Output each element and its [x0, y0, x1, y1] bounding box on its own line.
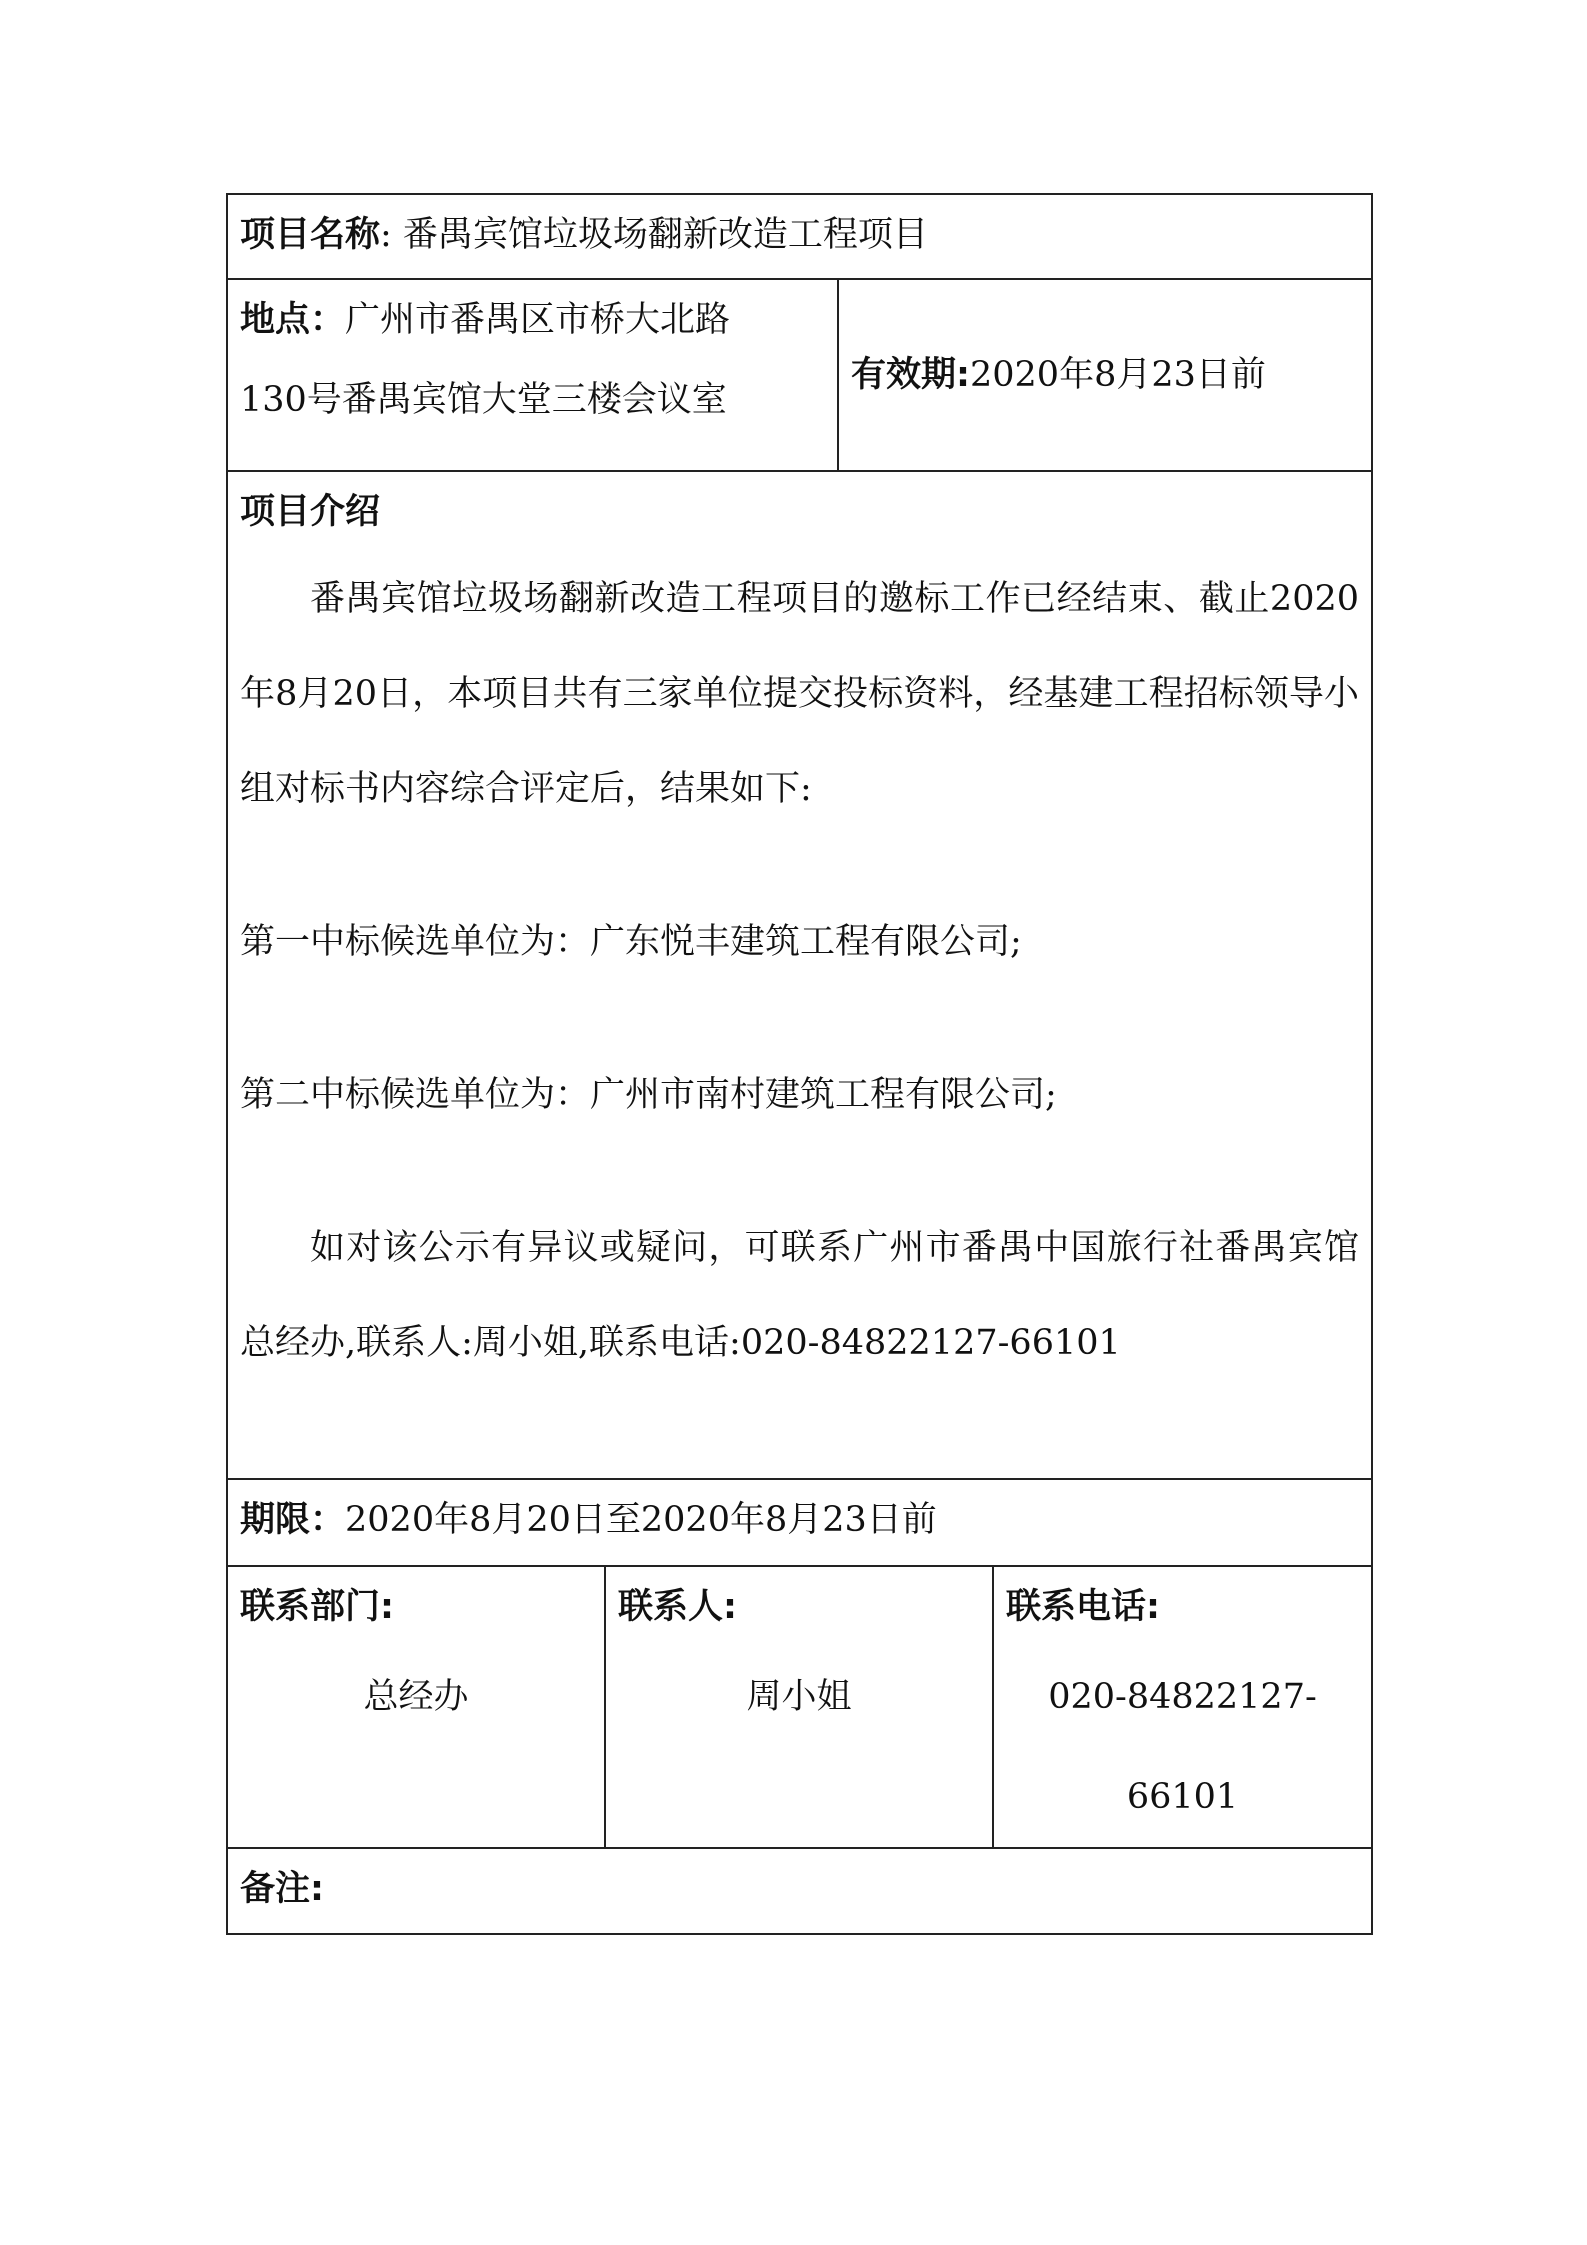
- person-label: 联系人:: [618, 1587, 737, 1627]
- contact-paragraph: 如对该公示有异议或疑问，可联系广州市番禺中国旅行社番禺宾馆总经办,联系人:周小姐,联系电话:020-84822127-66101: [240, 1228, 1359, 1363]
- phone-value: 020-84822127-66101: [1048, 1677, 1317, 1817]
- phone-cell: [993, 1566, 1372, 1848]
- remarks-cell: [227, 1848, 1372, 1934]
- phone-label: 联系电话:: [1006, 1587, 1160, 1627]
- spacer: [240, 1143, 1359, 1201]
- spacer: [240, 837, 1359, 895]
- period-row: [227, 1479, 1372, 1566]
- candidate-first: 第一中标候选单位为：广东悦丰建筑工程有限公司;: [240, 922, 1022, 962]
- project-row: [227, 194, 1372, 279]
- notice-table: [226, 193, 1373, 1935]
- validity-label: 有效期:: [851, 355, 970, 395]
- department-value: 总经办: [363, 1677, 469, 1717]
- project-name-label: 项目名称: [240, 215, 381, 255]
- department-cell: [227, 1566, 605, 1848]
- intro-paragraph: 番禺宾馆垃圾场翻新改造工程项目的邀标工作已经结束、截止2020年8月20日，本项目共有三家单位提交投标资料，经基建工程招标领导小组对标书内容综合评定后，结果如下:: [240, 579, 1359, 809]
- location-value-line1: 广州市番禺区市桥大北路: [345, 300, 731, 340]
- person-value: 周小姐: [746, 1677, 852, 1717]
- contacts-row: [227, 1566, 1372, 1848]
- intro-row: [227, 471, 1372, 1479]
- location-label: 地点：: [240, 300, 346, 340]
- remarks-label: 备注:: [240, 1869, 324, 1909]
- candidate-second: 第二中标候选单位为：广州市南村建筑工程有限公司;: [240, 1075, 1057, 1115]
- spacer: [240, 990, 1359, 1048]
- intro-cell: [227, 471, 1372, 1479]
- project-name-value: : 番禺宾馆垃圾场翻新改造工程项目: [380, 215, 928, 255]
- period-label: 期限：: [240, 1500, 346, 1540]
- project-cell: [227, 194, 1372, 279]
- validity-value: 2020年8月23日前: [970, 355, 1266, 395]
- location-value-line2: 130号番禺宾馆大堂三楼会议室: [240, 380, 727, 420]
- intro-heading: 项目介绍: [240, 492, 381, 532]
- department-label: 联系部门:: [240, 1587, 394, 1627]
- remarks-row: [227, 1848, 1372, 1934]
- validity-cell: [838, 279, 1372, 471]
- person-cell: [605, 1566, 993, 1848]
- period-value: 2020年8月20日至2020年8月23日前: [345, 1500, 937, 1540]
- location-cell: [227, 279, 838, 471]
- location-row: [227, 279, 1372, 471]
- period-cell: [227, 1479, 1372, 1566]
